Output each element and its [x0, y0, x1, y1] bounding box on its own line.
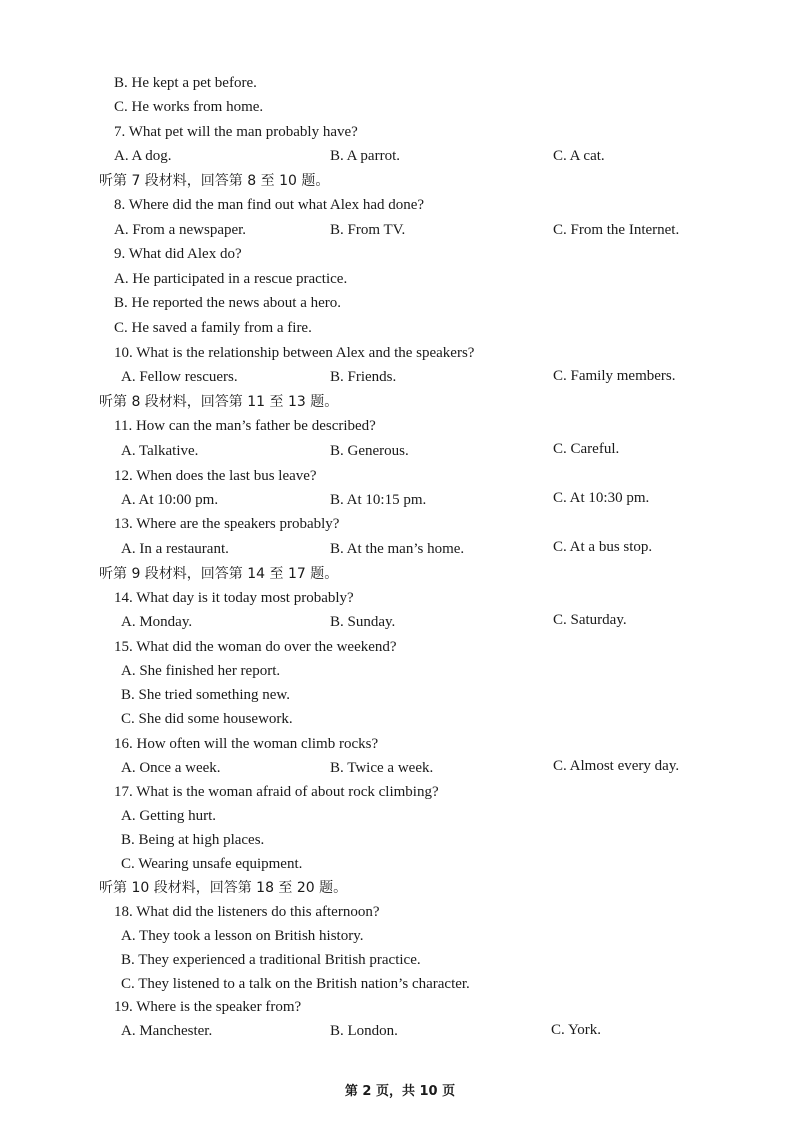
q17-option-a: A. Getting hurt. [121, 808, 216, 824]
q15-question: 15. What did the woman do over the weekend? [114, 639, 397, 655]
q14-option-a: A. Monday. [121, 614, 193, 630]
q15-option-b: B. She tried something new. [121, 687, 291, 703]
q7-option-a: A. A dog. [114, 148, 172, 164]
q19-option-a: A. Manchester. [121, 1023, 213, 1039]
q9-option-c: C. He saved a family from a fire. [114, 320, 312, 336]
q14-option-c: C. Saturday. [553, 612, 627, 628]
q13-option-b: B. At the man’s home. [330, 541, 465, 557]
q18-option-a: A. They took a lesson on British history. [121, 928, 364, 944]
q12-option-b: B. At 10:15 pm. [330, 492, 427, 508]
q17-option-c: C. Wearing unsafe equipment. [121, 856, 303, 872]
q16-option-b: B. Twice a week. [330, 760, 434, 776]
q10-question: 10. What is the relationship between Alex and the speakers? [114, 345, 475, 361]
q11-option-b: B. Generous. [330, 443, 409, 459]
q17-option-b: B. Being at high places. [121, 832, 265, 848]
q13-question: 13. Where are the speakers probably? [114, 516, 340, 532]
q11-question: 11. How can the man’s father be described? [114, 418, 376, 434]
q17-question: 17. What is the woman afraid of about rock climbing? [114, 784, 439, 800]
q16-option-c: C. Almost every day. [553, 758, 680, 774]
section-instruction-9: 听第 9 段材料，回答第 14 至 17 题。 [99, 566, 339, 582]
q18-option-c: C. They listened to a talk on the British nation’s character. [121, 976, 470, 992]
q19-question: 19. Where is the speaker from? [114, 999, 302, 1015]
q19-option-c: C. York. [551, 1022, 602, 1038]
q7-option-b: B. A parrot. [330, 148, 400, 164]
q7-option-c: C. A cat. [553, 148, 605, 164]
q11-option-a: A. Talkative. [121, 443, 199, 459]
q16-question: 16. How often will the woman climb rocks? [114, 736, 379, 752]
q12-option-a: A. At 10:00 pm. [121, 492, 219, 508]
q7-question: 7. What pet will the man probably have? [114, 124, 358, 140]
q15-option-a: A. She finished her report. [121, 663, 281, 679]
page-number-footer: 第 2 页，共 10 页 [344, 1084, 456, 1099]
q8-option-c: C. From the Internet. [553, 222, 680, 238]
q9-option-a: A. He participated in a rescue practice. [114, 271, 348, 287]
q18-question: 18. What did the listeners do this afternoon? [114, 904, 380, 920]
section-instruction-8: 听第 8 段材料，回答第 11 至 13 题。 [99, 394, 339, 410]
q10-option-c: C. Family members. [553, 368, 676, 384]
q6-option-b: B. He kept a pet before. [114, 75, 257, 91]
q12-option-c: C. At 10:30 pm. [553, 490, 650, 506]
q6-option-c: C. He works from home. [114, 99, 264, 115]
q19-option-b: B. London. [330, 1023, 398, 1039]
q13-option-a: A. In a restaurant. [121, 541, 229, 557]
q11-option-c: C. Careful. [553, 441, 620, 457]
q10-option-b: B. Friends. [330, 369, 397, 385]
q8-question: 8. Where did the man find out what Alex had done? [114, 197, 425, 213]
q13-option-c: C. At a bus stop. [553, 539, 653, 555]
q9-question: 9. What did Alex do? [114, 246, 242, 262]
q12-question: 12. When does the last bus leave? [114, 468, 317, 484]
q18-option-b: B. They experienced a traditional British practice. [121, 952, 421, 968]
q16-option-a: A. Once a week. [121, 760, 221, 776]
section-instruction-7: 听第 7 段材料，回答第 8 至 10 题。 [99, 173, 330, 189]
q8-option-b: B. From TV. [330, 222, 406, 238]
q15-option-c: C. She did some housework. [121, 711, 293, 727]
q8-option-a: A. From a newspaper. [114, 222, 247, 238]
q9-option-b: B. He reported the news about a hero. [114, 295, 342, 311]
q14-option-b: B. Sunday. [330, 614, 396, 630]
q10-option-a: A. Fellow rescuers. [121, 369, 238, 385]
section-instruction-10: 听第 10 段材料，回答第 18 至 20 题。 [99, 880, 348, 896]
q14-question: 14. What day is it today most probably? [114, 590, 354, 606]
